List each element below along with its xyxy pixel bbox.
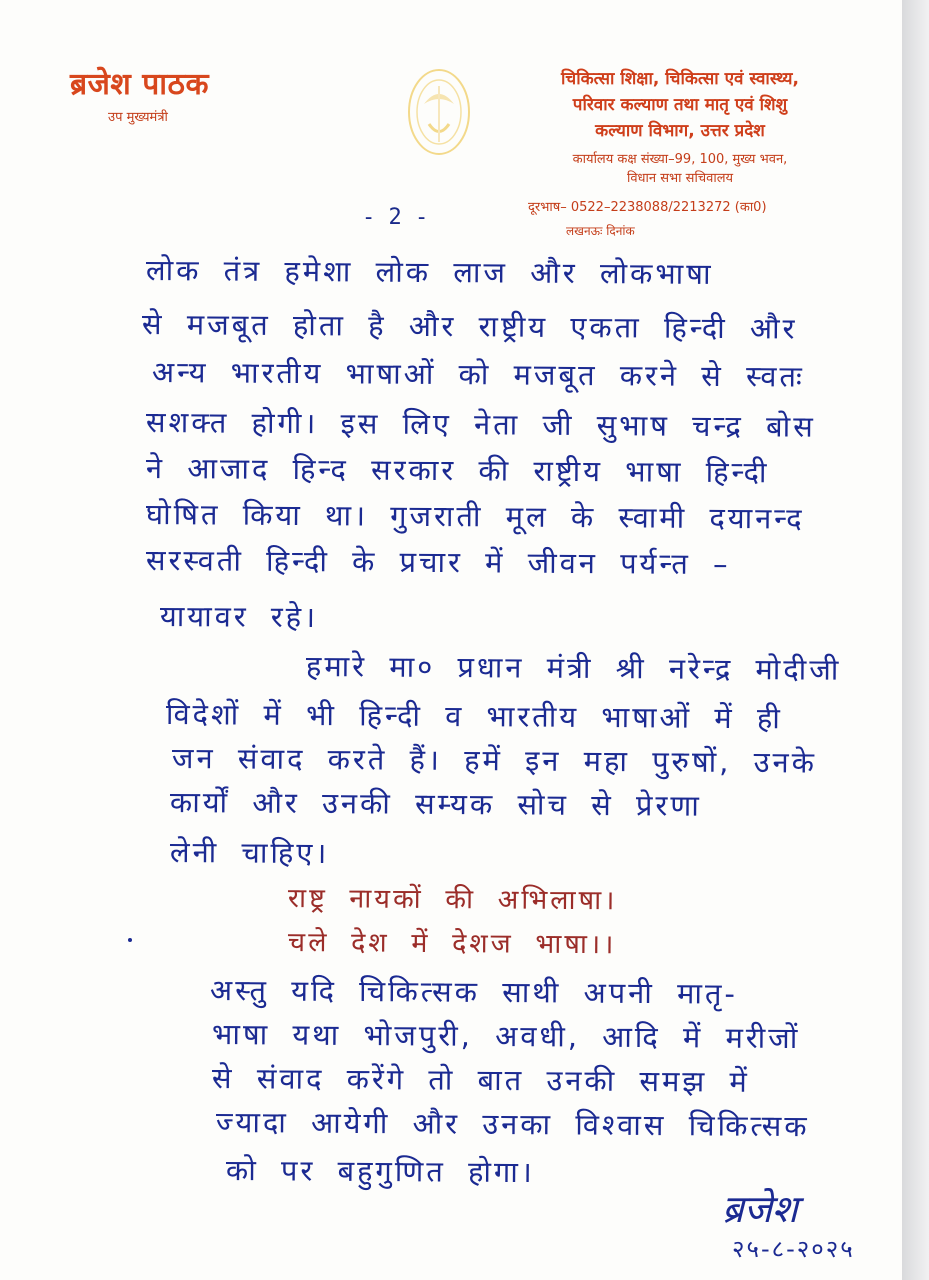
letterhead-department [500,66,860,144]
page-number: - 2 - [362,205,429,230]
department-line: कल्याण विभाग, उत्तर प्रदेश [595,121,765,141]
page-edge [902,0,929,1280]
closing-line: से संवाद करेंगे तो बात उनकी समझ में [211,1061,750,1099]
body-line: अन्य भारतीय भाषाओं को मजबूत करने से स्वतः [151,355,805,394]
body-line: विदेशों में भी हिन्दी व भारतीय भाषाओं में ही [165,697,783,736]
letterhead-office [530,150,830,188]
department-line: परिवार कल्याण तथा मातृ एवं शिशु [572,95,788,115]
body-line: यायावर रहे। [159,599,319,635]
body-line: से मजबूत होता है और राष्ट्रीय एकता हिन्दी और [141,307,798,346]
signature-date: २५-८-२०२५ [732,1235,855,1263]
department-line: चिकित्सा शिक्षा, चिकित्सा एवं स्वास्थ्य, [561,69,799,89]
slogan-line: राष्ट्र नायकों की अभिलाषा। [287,883,618,917]
body-line: हमारे मा० प्रधान मंत्री श्री नरेन्द्र मोदीजी [305,649,842,687]
letterhead-name: ब्रजेश पाठक [70,67,210,102]
body-line: कार्यों और उनकी सम्यक सोच से प्रेरणा [169,785,702,823]
letterhead-designation: उप मुख्यमंत्री [108,110,168,125]
closing-line: को पर बहुगुणित होगा। [225,1153,535,1190]
body-line: सरस्वती हिन्दी के प्रचार में जीवन पर्यन्त – [145,543,731,582]
letterhead-phone: दूरभाष– 0522–2238088/2213272 (का0) [528,200,767,215]
body-line: लेनी चाहिए। [169,835,330,871]
office-line: कार्यालय कक्ष संख्या–99, 100, मुख्य भवन, [572,152,788,167]
ink-dot [128,938,132,942]
office-line: विधान सभा सचिवालय [626,171,734,186]
body-line: जन संवाद करते हैं। हमें इन महा पुरुषों, उनके [171,741,818,780]
body-line: लोक तंत्र हमेशा लोक लाज और लोकभाषा [145,253,714,291]
body-line: घोषित किया था। गुजराती मूल के स्वामी दयानन्द [145,497,805,536]
closing-line: अस्तु यदि चिकित्सक साथी अपनी मातृ- [209,973,739,1011]
closing-line: भाषा यथा भोजपुरी, अवधी, आदि में मरीजों [211,1017,801,1056]
body-line: ने आजाद हिन्द सरकार की राष्ट्रीय भाषा हिन्दी [145,451,770,490]
state-emblem-icon [404,64,474,164]
closing-line: ज्यादा आयेगी और उनका विश्वास चिकित्सक [215,1105,810,1144]
slogan-line: चले देश में देशज भाषा।। [287,927,617,961]
signature-mark: ब्रजेश [722,1187,798,1231]
body-line: सशक्त होगी। इस लिए नेता जी सुभाष चन्द्र बोस [145,405,816,444]
letterhead-place-date: लखनऊः दिनांक [566,224,635,238]
